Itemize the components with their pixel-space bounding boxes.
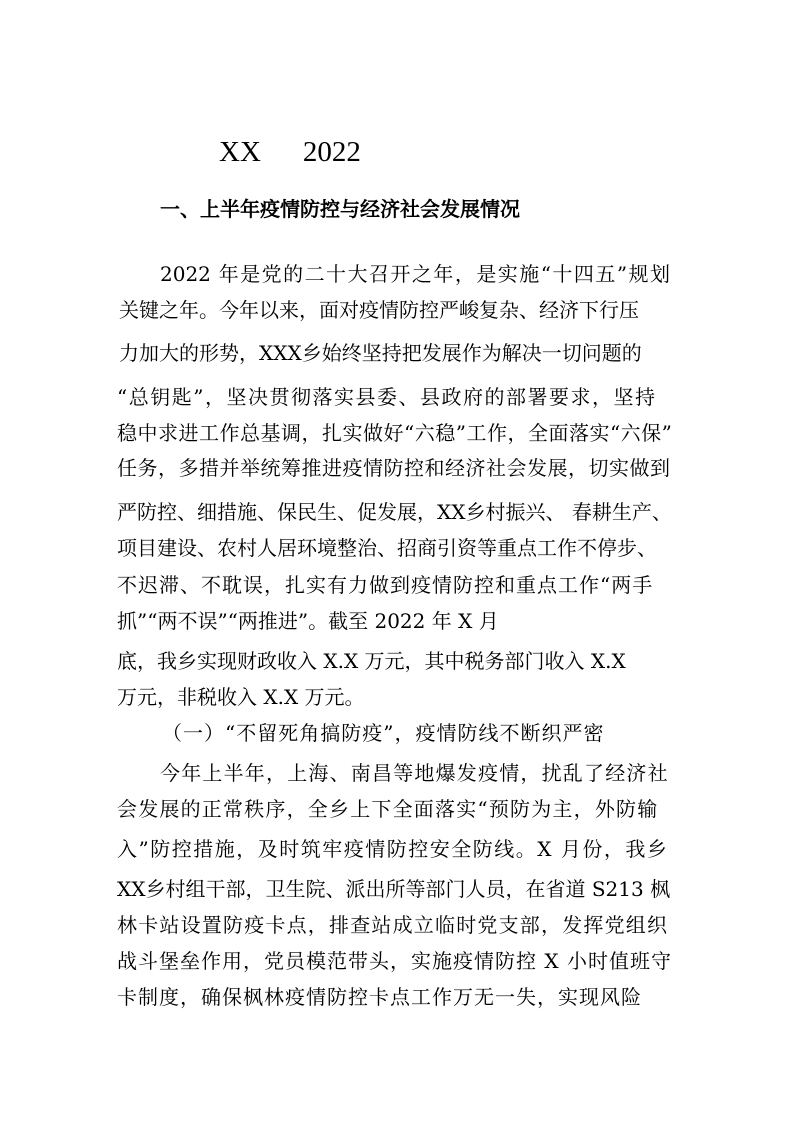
paragraph-line: 卡制度，确保枫林疫情防控卡点工作万无一失，实现风险 — [117, 985, 642, 1009]
subsection-heading: （一）“不留死角搞防疫”，疫情防线不断织严密 — [162, 721, 605, 745]
paragraph-line: 关键之年。今年以来，面对疫情防控严峻复杂、经济下行压 — [119, 298, 639, 322]
section-heading: 一、上半年疫情防控与经济社会发展情况 — [160, 197, 520, 221]
paragraph-line: 2022 年是党的二十大召开之年，是实施“十四五”规划 — [160, 262, 670, 286]
paragraph-line: 稳中求进工作总基调，扎实做好“六稳”工作，全面落实“六保” — [117, 421, 673, 445]
paragraph-line: 抓”“两不误”“两推进”。截至 2022 年 X 月 — [117, 609, 499, 633]
paragraph-line: 底，我乡实现财政收入 X.X 万元，其中税务部门收入 X.X — [117, 649, 626, 673]
title-right: 2022 — [302, 136, 361, 168]
paragraph-line: 万元，非税收入 X.X 万元。 — [117, 685, 365, 709]
paragraph-line: 力加大的形势，XXX乡始终坚持把发展作为解决一切问题的 — [119, 341, 642, 365]
title-left: XX — [219, 136, 261, 168]
paragraph-line: 战斗堡垒作用，党员模范带头，实施疫情防控 X 小时值班守 — [117, 949, 672, 973]
paragraph-line: XX乡村组干部，卫生院、派出所等部门人员，在省道 S213 枫 — [117, 877, 671, 901]
paragraph-line: 会发展的正常秩序，全乡上下全面落实“预防为主，外防输 — [117, 797, 659, 821]
paragraph-line: 今年上半年，上海、南昌等地爆发疫情，扰乱了经济社 — [160, 761, 669, 785]
paragraph-line: 项目建设、农村人居环境整治、招商引资等重点工作不停步、 — [117, 536, 657, 560]
paragraph-line: 严防控、细措施、保民生、促发展，XX乡村振兴、 春耕生产、 — [117, 500, 672, 524]
paragraph-line: 任务，多措并举统筹推进疫情防控和经济社会发展，切实做到 — [117, 456, 671, 480]
paragraph-line: 不迟滞、不耽误，扎实有力做到疫情防控和重点工作“两手 — [117, 573, 654, 597]
document-title — [219, 136, 361, 169]
paragraph-line: “总钥匙”，坚决贯彻落实县委、县政府的部署要求，坚持 — [117, 385, 657, 409]
paragraph-line: 林卡站设置防疫卡点，排查站成立临时党支部，发挥党组织 — [117, 913, 669, 937]
paragraph-line: 入”防控措施，及时筑牢疫情防控安全防线。X 月份，我乡 — [117, 837, 669, 861]
